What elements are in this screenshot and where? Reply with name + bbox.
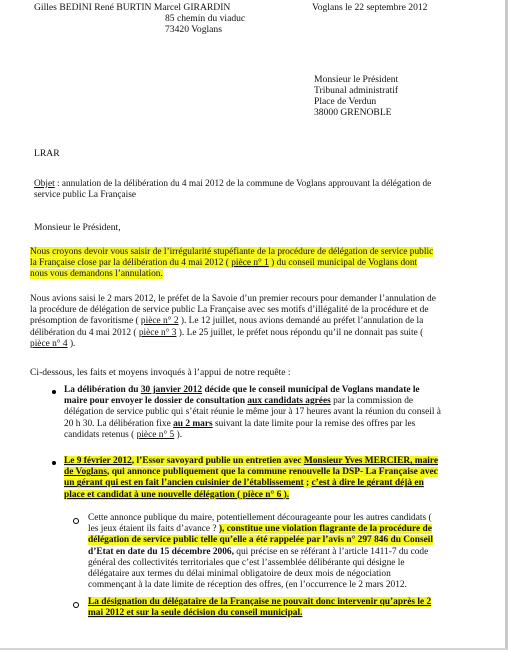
sender-city: 73420 Voglans: [165, 24, 222, 35]
sub-bullet-violation: Cette annonce publique du maire, potentiellement décourageante pour les autres candidats ( les jeux étaient ils faits d’avance ? ), constitue une violation flagrante de la procédure de délégation de service public telle qu’elle a été rappelée par l’avis n° 297 846 du Conseil d’Etat en date du 15 décembre 2006, qui précise en se référant à l’article 1411-7 du code général des collectivités territoriales que c’est l’assemblée délibérante qui désigne le délégataire aux termes du délai minimal obligatoire de deux mois de négociation commençant à la date limite de réception des offres, (en l’occurrence le 2 mars 2012.: [88, 513, 433, 591]
sub-bullet-designation: La désignation du délégataire de la Française ne pouvait donc intervenir qu’après le 2 mai 2012 et sur la seule décision du conseil municipal.: [88, 597, 432, 619]
recipient-line2: Tribunal administratif: [314, 85, 399, 96]
paragraph-history: Nous avions saisi le 2 mars 2012, le préfet de la Savoie d’un premier recours pour demander l’annulation de la procédure de délégation de service public La Française avec ses motifs d’illégalité de la procédure et de présomption de favoritisme ( pièce n° 2 ). Le 12 juillet, nous avions demandé au préfet l’annulation de la délibération du 4 mai 2012 ( pièce n° 3 ). Le 25 juillet, le préfet nous répondu qu’il ne donnait pas suite ( pièce n° 4 ).: [30, 294, 436, 349]
sending-mode: LRAR: [34, 148, 60, 159]
sender-names: Gilles BEDINI René BURTIN Marcel GIRARDIN: [34, 2, 231, 13]
place-date: Voglans le 22 septembre 2012: [312, 2, 428, 13]
bullet-deliberation-janvier: La délibération du 30 janvier 2012 décide que le conseil municipal de Voglans mandate le maire pour envoyer le dossier de consultation aux candidats agrées par la commission de délégation de service public qui s’était réunie le même jour à 17 heures avant la réunion du conseil à 20 h 30. La délibération fixe au 2 mars suivant la date limite pour la remise des offres par les candidats retenus ( pièce n° 5 ).: [64, 385, 441, 440]
sub-bullet-marker: [73, 518, 79, 524]
piece-ref: pièce n° 5: [136, 429, 175, 440]
object-line2: service public La Française: [34, 190, 136, 200]
piece-ref: pièce n° 2: [140, 316, 179, 327]
recipient-line4: 38000 GRENOBLE: [314, 107, 392, 118]
bullet-marker: [52, 390, 56, 394]
recipient-line1: Monsieur le Président: [314, 74, 399, 85]
bullet-marker: [52, 461, 56, 465]
piece-ref: pièce n° 3: [138, 327, 177, 338]
sub-bullet-marker: [73, 602, 79, 608]
paragraph-intro: Nous croyons devoir vous saisir de l’irrégularité stupéfiante de la procédure de délégation de service public la Française close par la délibération du 4 mai 2012 ( pièce n° 1 ) du conseil municipal de Voglans dont nous vous demandons l’annulation.: [30, 247, 434, 280]
recipient-line3: Place de Verdun: [314, 96, 377, 107]
salutation: Monsieur le Président,: [34, 222, 121, 233]
paragraph-facts-intro: Ci-dessous, les faits et moyens invoqués à l’appui de notre requête :: [30, 367, 291, 378]
object-line1: Objet : annulation de la délibération du 4 mai 2012 de la commune de Voglans approuvant la délégation de: [34, 179, 432, 189]
bullet-essor-interview: Le 9 février 2012, l’Essor savoyard publie un entretien avec Monsieur Yves MERCIER, maire de Voglans, qui annonce publiquement que la commune renouvelle la DSP- La Française avec un gérant qui est en fait l’ancien cuisinier de l’établissement ; c’est à dire le gérant déjà en place et candidat à une nouvelle délégation ( pièce n° 6 ).: [64, 456, 439, 500]
object-label: Objet: [34, 179, 55, 189]
sender-street: 85 chemin du viaduc: [165, 13, 246, 24]
piece-ref: pièce n° 4: [30, 338, 68, 349]
piece-ref: pièce n° 1: [231, 258, 269, 269]
